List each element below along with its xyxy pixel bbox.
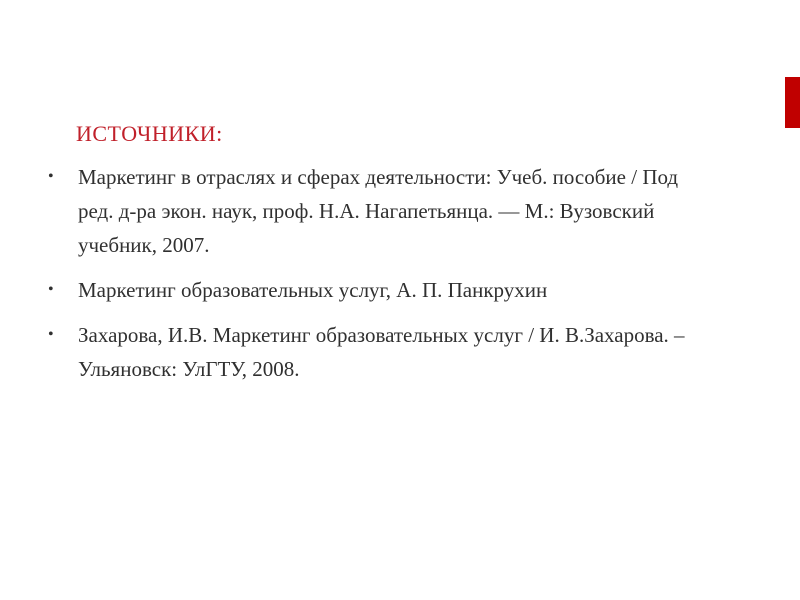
slide-title: ИСТОЧНИКИ: [76, 121, 223, 146]
accent-bar [785, 77, 800, 128]
bullet-icon: • [48, 168, 54, 185]
source-text: Маркетинг образовательных услуг, А. П. Панкрухин [78, 278, 548, 302]
source-item-1 [48, 160, 688, 262]
source-item-2 [48, 273, 688, 307]
source-item-3 [48, 318, 688, 386]
bullet-icon: • [48, 326, 54, 343]
bullet-icon: • [48, 281, 54, 298]
sources-list [48, 160, 688, 397]
source-text: Маркетинг в отраслях и сферах деятельности: Учеб. пособие / Под ред. д-ра экон. наук, проф. Н.А. Нагапетьянца. — М.: Вузовский учебник, 2007. [78, 165, 679, 257]
source-text: Захарова, И.В. Маркетинг образовательных услуг / И. В.Захарова. – Ульяновск: УлГТУ, 2008. [78, 323, 685, 381]
